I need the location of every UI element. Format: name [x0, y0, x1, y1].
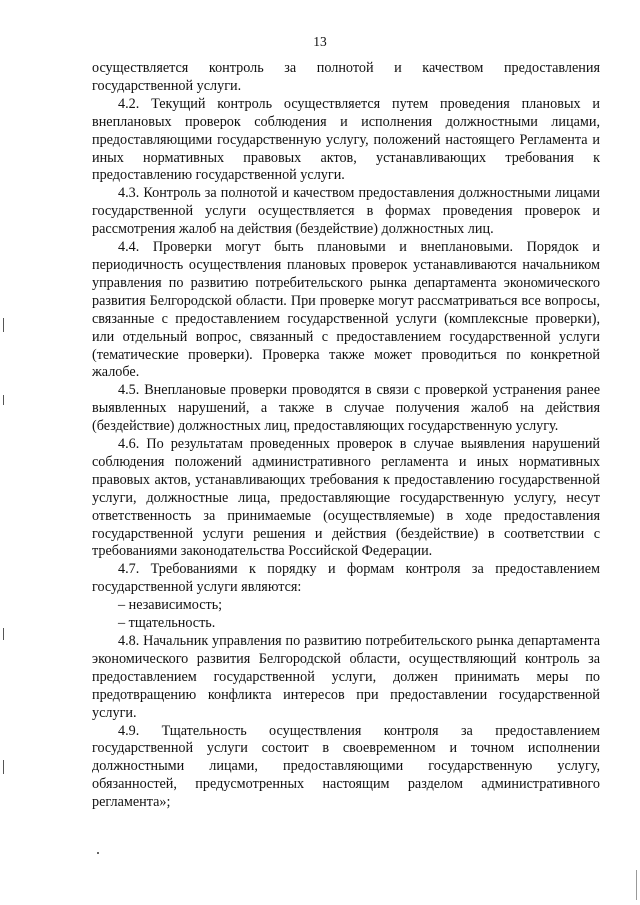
paragraph-continuation: осуществляется контроль за полнотой и качеством предоставления государственной услуги. [92, 60, 600, 94]
scan-artifact-mark [3, 628, 4, 640]
paragraph-4-7: 4.7. Требованиями к порядку и формам контроля за предоставлением государственной услуги являются: [92, 561, 600, 596]
list-item-thoroughness: – тщательность. [118, 615, 216, 632]
paragraph-4-3: 4.3. Контроль за полнотой и качеством предоставления должностными лицами государственной услуги осуществляется в формах проведения проверок и рассмотрения жалоб на действия (бездействие) должностных лиц. [92, 185, 600, 238]
document-body [92, 60, 600, 812]
page-number: 13 [313, 34, 327, 49]
scan-artifact-mark [3, 760, 4, 774]
paragraph-4-5: 4.5. Внеплановые проверки проводятся в связи с проверкой устранения ранее выявленных нарушений, а также в случае получения жалоб на действия (бездействие) должностных лиц, предоставляющих государственную услугу. [92, 382, 600, 435]
paragraph-4-9: 4.9. Тщательность осуществления контроля за предоставлением государственной услуги состоит в своевременном и точном исполнении должностными лицами, предоставляющими государственную услугу, обязанностей, предусмотренных настоящим разделом административного регламента»; [92, 722, 600, 811]
paragraph-4-6: 4.6. По результатам проведенных проверок в случае выявления нарушений соблюдения положений административного регламента и иных нормативных правовых актов, устанавливающих требования к предоставлению государственной услуги, должностные лица, предоставляющие государственную услугу, несут ответственность за принимаемые (осуществляемые) в ходе предоставления государственной услуги решения и действия (бездействие) в соответствии с требованиями законодательства Российской Федерации. [92, 436, 600, 560]
paragraph-4-4: 4.4. Проверки могут быть плановыми и внеплановыми. Порядок и периодичность осуществления плановых проверок устанавливаются начальником управления по развитию потребительского рынка департамента экономического развития Белгородской области. При проверке могут рассматриваться все вопросы, связанные с предоставлением государственной услуги (комплексные проверки), или отдельный вопрос, связанный с предоставлением государственной услуги (тематические проверки). Проверка также может проводиться по конкретной жалобе. [92, 239, 600, 381]
scan-artifact-mark [3, 318, 4, 332]
scan-artifact-mark [3, 395, 4, 405]
scan-artifact-dot [97, 852, 99, 854]
list-item-independence: – независимость; [118, 597, 223, 614]
scan-artifact-mark [636, 870, 637, 900]
paragraph-4-8: 4.8. Начальник управления по развитию потребительского рынка департамента экономического развития Белгородской области, осуществляющий контроль за предоставлением государственной услуги, должен принимать меры по предотвращению конфликта интересов при предоставлении государственной услуги. [92, 633, 600, 721]
paragraph-4-2: 4.2. Текущий контроль осуществляется путем проведения плановых и внеплановых проверок соблюдения и исполнения должностными лицами, предоставляющими государственную услугу, положений настоящего Регламента и иных нормативных правовых актов, устанавливающих требования к предоставлению государственной услуги. [92, 95, 600, 184]
